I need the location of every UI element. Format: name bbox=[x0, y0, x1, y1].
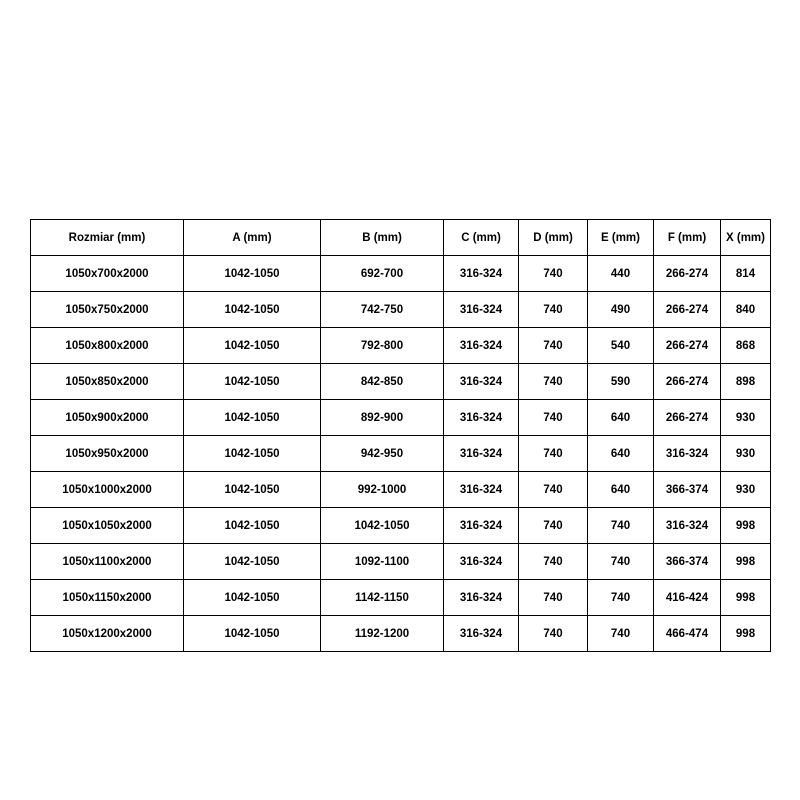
cell-b: 1092-1100 bbox=[321, 544, 444, 580]
cell-e: 590 bbox=[588, 364, 654, 400]
cell-b: 692-700 bbox=[321, 256, 444, 292]
table-row bbox=[31, 328, 771, 364]
cell-f: 366-374 bbox=[654, 472, 721, 508]
cell-a: 1042-1050 bbox=[184, 256, 321, 292]
cell-d: 740 bbox=[519, 364, 588, 400]
table-row bbox=[31, 508, 771, 544]
column-header-size: Rozmiar (mm) bbox=[31, 220, 184, 256]
cell-a: 1042-1050 bbox=[184, 472, 321, 508]
cell-f: 266-274 bbox=[654, 328, 721, 364]
cell-d: 740 bbox=[519, 508, 588, 544]
cell-b: 942-950 bbox=[321, 436, 444, 472]
cell-size: 1050x1150x2000 bbox=[31, 580, 184, 616]
cell-a: 1042-1050 bbox=[184, 544, 321, 580]
table-row bbox=[31, 292, 771, 328]
cell-size: 1050x950x2000 bbox=[31, 436, 184, 472]
cell-a: 1042-1050 bbox=[184, 400, 321, 436]
table-row bbox=[31, 400, 771, 436]
cell-size: 1050x1200x2000 bbox=[31, 616, 184, 652]
column-header-a: A (mm) bbox=[184, 220, 321, 256]
cell-d: 740 bbox=[519, 256, 588, 292]
cell-c: 316-324 bbox=[444, 544, 519, 580]
cell-a: 1042-1050 bbox=[184, 328, 321, 364]
cell-x: 868 bbox=[721, 328, 771, 364]
cell-d: 740 bbox=[519, 400, 588, 436]
cell-size: 1050x700x2000 bbox=[31, 256, 184, 292]
cell-c: 316-324 bbox=[444, 472, 519, 508]
column-header-e: E (mm) bbox=[588, 220, 654, 256]
table-row bbox=[31, 472, 771, 508]
cell-e: 640 bbox=[588, 472, 654, 508]
cell-x: 840 bbox=[721, 292, 771, 328]
column-header-f: F (mm) bbox=[654, 220, 721, 256]
cell-e: 640 bbox=[588, 436, 654, 472]
table-row bbox=[31, 256, 771, 292]
cell-size: 1050x850x2000 bbox=[31, 364, 184, 400]
table-row bbox=[31, 580, 771, 616]
cell-f: 466-474 bbox=[654, 616, 721, 652]
cell-size: 1050x800x2000 bbox=[31, 328, 184, 364]
cell-b: 742-750 bbox=[321, 292, 444, 328]
cell-e: 440 bbox=[588, 256, 654, 292]
cell-e: 740 bbox=[588, 508, 654, 544]
cell-x: 998 bbox=[721, 508, 771, 544]
cell-c: 316-324 bbox=[444, 256, 519, 292]
cell-d: 740 bbox=[519, 580, 588, 616]
cell-x: 898 bbox=[721, 364, 771, 400]
cell-d: 740 bbox=[519, 616, 588, 652]
cell-a: 1042-1050 bbox=[184, 292, 321, 328]
cell-d: 740 bbox=[519, 544, 588, 580]
cell-c: 316-324 bbox=[444, 400, 519, 436]
cell-f: 266-274 bbox=[654, 400, 721, 436]
cell-d: 740 bbox=[519, 328, 588, 364]
cell-b: 1042-1050 bbox=[321, 508, 444, 544]
cell-c: 316-324 bbox=[444, 580, 519, 616]
cell-c: 316-324 bbox=[444, 328, 519, 364]
cell-e: 640 bbox=[588, 400, 654, 436]
cell-x: 998 bbox=[721, 544, 771, 580]
table-row bbox=[31, 436, 771, 472]
cell-b: 1192-1200 bbox=[321, 616, 444, 652]
cell-c: 316-324 bbox=[444, 616, 519, 652]
cell-f: 266-274 bbox=[654, 292, 721, 328]
table-body bbox=[31, 256, 771, 652]
cell-a: 1042-1050 bbox=[184, 508, 321, 544]
column-header-d: D (mm) bbox=[519, 220, 588, 256]
cell-d: 740 bbox=[519, 472, 588, 508]
cell-c: 316-324 bbox=[444, 436, 519, 472]
spec-table-container bbox=[30, 219, 770, 652]
cell-b: 892-900 bbox=[321, 400, 444, 436]
dimensions-table bbox=[30, 219, 771, 652]
cell-c: 316-324 bbox=[444, 508, 519, 544]
cell-a: 1042-1050 bbox=[184, 580, 321, 616]
cell-size: 1050x1050x2000 bbox=[31, 508, 184, 544]
table-header bbox=[31, 220, 771, 256]
cell-size: 1050x1100x2000 bbox=[31, 544, 184, 580]
cell-d: 740 bbox=[519, 436, 588, 472]
cell-c: 316-324 bbox=[444, 364, 519, 400]
cell-b: 842-850 bbox=[321, 364, 444, 400]
cell-f: 416-424 bbox=[654, 580, 721, 616]
table-row bbox=[31, 616, 771, 652]
cell-f: 316-324 bbox=[654, 436, 721, 472]
cell-a: 1042-1050 bbox=[184, 436, 321, 472]
column-header-x: X (mm) bbox=[721, 220, 771, 256]
cell-x: 998 bbox=[721, 580, 771, 616]
cell-e: 540 bbox=[588, 328, 654, 364]
column-header-b: B (mm) bbox=[321, 220, 444, 256]
cell-f: 316-324 bbox=[654, 508, 721, 544]
cell-e: 490 bbox=[588, 292, 654, 328]
cell-e: 740 bbox=[588, 616, 654, 652]
cell-size: 1050x1000x2000 bbox=[31, 472, 184, 508]
cell-e: 740 bbox=[588, 580, 654, 616]
cell-size: 1050x750x2000 bbox=[31, 292, 184, 328]
cell-c: 316-324 bbox=[444, 292, 519, 328]
cell-b: 992-1000 bbox=[321, 472, 444, 508]
cell-x: 930 bbox=[721, 472, 771, 508]
cell-b: 792-800 bbox=[321, 328, 444, 364]
cell-x: 930 bbox=[721, 436, 771, 472]
table-row bbox=[31, 544, 771, 580]
cell-x: 930 bbox=[721, 400, 771, 436]
cell-x: 814 bbox=[721, 256, 771, 292]
cell-a: 1042-1050 bbox=[184, 616, 321, 652]
table-row bbox=[31, 364, 771, 400]
cell-b: 1142-1150 bbox=[321, 580, 444, 616]
cell-f: 266-274 bbox=[654, 256, 721, 292]
cell-size: 1050x900x2000 bbox=[31, 400, 184, 436]
cell-x: 998 bbox=[721, 616, 771, 652]
cell-e: 740 bbox=[588, 544, 654, 580]
cell-f: 366-374 bbox=[654, 544, 721, 580]
table-header-row bbox=[31, 220, 771, 256]
cell-f: 266-274 bbox=[654, 364, 721, 400]
column-header-c: C (mm) bbox=[444, 220, 519, 256]
cell-a: 1042-1050 bbox=[184, 364, 321, 400]
cell-d: 740 bbox=[519, 292, 588, 328]
